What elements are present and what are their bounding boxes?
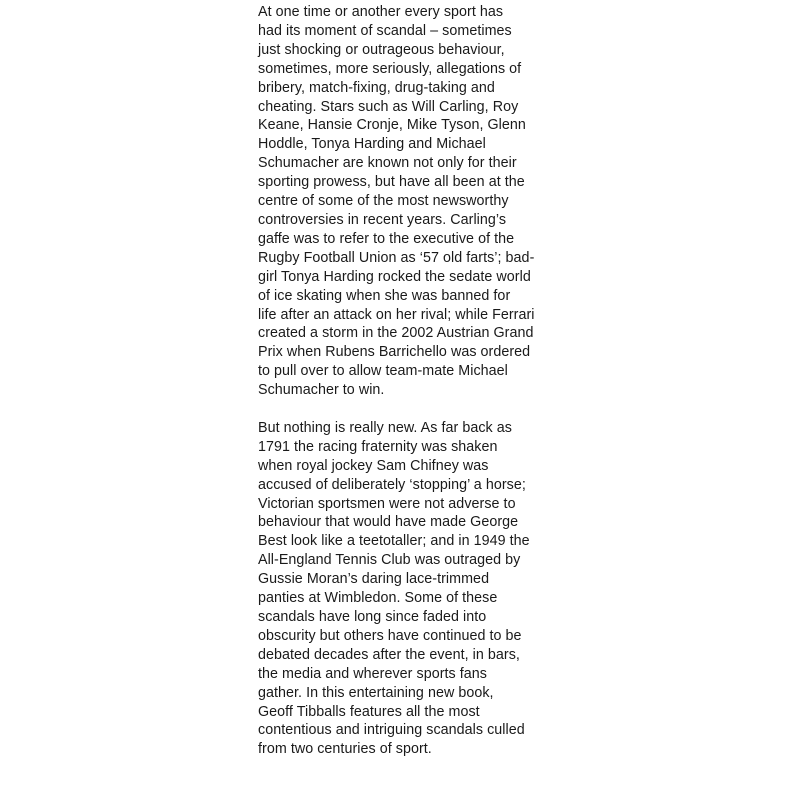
text-line: when royal jockey Sam Chifney was — [258, 457, 489, 474]
text-line: from two centuries of sport. — [258, 741, 432, 758]
text-line: Geoff Tibballs features all the most — [258, 703, 480, 720]
text-line: cheating. Stars such as Will Carling, Roy — [258, 98, 519, 115]
text-line: 1791 the racing fraternity was shaken — [258, 438, 498, 455]
text-line: Schumacher are known not only for their — [258, 155, 517, 172]
text-line: accused of deliberately ‘stopping’ a horse; — [258, 476, 526, 493]
text-line: behaviour that would have made George — [258, 514, 519, 531]
text-line: Hoddle, Tonya Harding and Michael — [258, 136, 486, 153]
text-line: bribery, match-fixing, drug-taking and — [258, 79, 495, 96]
text-line: just shocking or outrageous behaviour, — [258, 41, 505, 58]
paragraph-1 — [258, 3, 558, 400]
paragraph-gap — [258, 400, 558, 419]
text-line: Best look like a teetotaller; and in 1949 the — [258, 533, 530, 550]
text-line: At one time or another every sport has — [258, 4, 504, 20]
paragraph-2 — [258, 419, 558, 759]
blurb-text — [258, 3, 558, 759]
text-line: scandals have long since faded into — [258, 608, 487, 625]
text-line: obscurity but others have continued to be — [258, 627, 522, 644]
text-line: contentious and intriguing scandals culled — [258, 722, 525, 739]
text-line: sporting prowess, but have all been at the — [258, 174, 525, 191]
text-line: controversies in recent years. Carling’s — [258, 211, 507, 228]
text-line: Schumacher to win. — [258, 382, 385, 399]
text-line: Gussie Moran’s daring lace-trimmed — [258, 571, 490, 588]
text-line: Rugby Football Union as ‘57 old farts’; bad- — [258, 249, 535, 266]
text-line: to pull over to allow team-mate Michael — [258, 363, 508, 380]
text-line: debated decades after the event, in bars, — [258, 646, 520, 663]
text-line: But nothing is really new. As far back as — [258, 419, 512, 436]
text-line: gather. In this entertaining new book, — [258, 684, 494, 701]
text-line: centre of some of the most newsworthy — [258, 193, 509, 210]
text-line: Keane, Hansie Cronje, Mike Tyson, Glenn — [258, 117, 526, 134]
text-line: All-England Tennis Club was outraged by — [258, 552, 521, 569]
text-line: girl Tonya Harding rocked the sedate world — [258, 268, 531, 285]
text-line: the media and wherever sports fans — [258, 665, 487, 682]
text-line: had its moment of scandal – sometimes — [258, 22, 512, 39]
text-line: panties at Wimbledon. Some of these — [258, 590, 498, 607]
text-line: Victorian sportsmen were not adverse to — [258, 495, 516, 512]
text-line: created a storm in the 2002 Austrian Grand — [258, 325, 534, 342]
text-line: Prix when Rubens Barrichello was ordered — [258, 344, 531, 361]
text-line: sometimes, more seriously, allegations of — [258, 60, 522, 77]
text-line: life after an attack on her rival; while Ferrari — [258, 306, 535, 323]
text-line: of ice skating when she was banned for — [258, 287, 511, 304]
text-line: gaffe was to refer to the executive of the — [258, 230, 515, 247]
